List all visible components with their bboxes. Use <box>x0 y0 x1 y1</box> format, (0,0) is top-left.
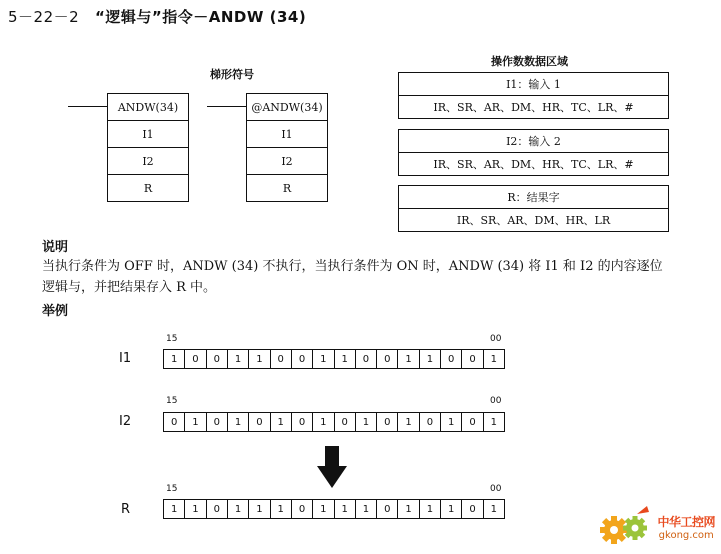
msb-label: 15 <box>166 334 178 344</box>
bit-cell: 1 <box>271 413 292 431</box>
bit-cell: 1 <box>249 350 270 368</box>
bit-cell: 0 <box>462 413 483 431</box>
bit-cell: 1 <box>313 413 334 431</box>
bit-cell: 1 <box>356 413 377 431</box>
bit-cell: 0 <box>271 350 292 368</box>
watermark-logo <box>597 506 715 548</box>
bit-cell: 1 <box>398 350 419 368</box>
bit-cell: 0 <box>377 413 398 431</box>
bit-row-r <box>163 499 505 519</box>
bit-cell: 0 <box>335 413 356 431</box>
watermark-text <box>657 513 715 541</box>
operand-name: I2：输入 2 <box>399 130 668 153</box>
bit-cell: 0 <box>377 350 398 368</box>
bit-cell: 1 <box>398 500 419 518</box>
ladder-row: R <box>282 181 292 195</box>
example-title: 举例 <box>42 304 69 319</box>
operand-caption: 操作数数据区域 <box>491 55 568 68</box>
bit-cell: 1 <box>441 500 462 518</box>
bit-cell: 0 <box>292 350 313 368</box>
watermark-title: 中华工控网 <box>657 515 715 529</box>
section-title: “逻辑与”指令－ANDW (34) <box>95 8 307 26</box>
msb-label: 15 <box>166 484 178 494</box>
bit-cell: 0 <box>462 500 483 518</box>
lsb-label: 00 <box>490 484 502 494</box>
down-arrow-icon <box>317 446 347 488</box>
bit-cell: 0 <box>249 413 270 431</box>
operand-box-i1 <box>398 72 669 119</box>
ladder-caption: 梯形符号 <box>210 68 254 81</box>
bit-cell: 1 <box>490 416 498 428</box>
ladder-symbol-at-andw <box>246 93 328 202</box>
register-name-i1: I1 <box>119 351 132 366</box>
operand-areas: IR、SR、AR、DM、HR、LR <box>456 214 611 227</box>
bit-cell: 1 <box>228 500 249 518</box>
bit-cell: 1 <box>490 503 498 515</box>
operand-name: R：结果字 <box>399 186 668 209</box>
bit-cell: 1 <box>441 413 462 431</box>
bit-cell: 0 <box>185 350 206 368</box>
bit-row-i2 <box>163 412 505 432</box>
operand-box-i2 <box>398 129 669 176</box>
page-heading <box>8 6 306 27</box>
bit-cell: 1 <box>420 500 441 518</box>
bit-cell: 0 <box>164 413 185 431</box>
operand-areas: IR、SR、AR、DM、HR、TC、LR、# <box>433 101 634 114</box>
bit-cell: 0 <box>207 350 228 368</box>
operand-areas: IR、SR、AR、DM、HR、TC、LR、# <box>433 158 634 171</box>
ladder-row: R <box>143 181 153 195</box>
bit-cell: 1 <box>228 350 249 368</box>
ladder-input-line-1 <box>68 106 108 107</box>
bit-cell: 1 <box>490 353 498 365</box>
ladder-row: I2 <box>108 148 188 175</box>
bit-row-i1 <box>163 349 505 369</box>
msb-label: 15 <box>166 396 178 406</box>
bit-cell: 1 <box>228 413 249 431</box>
bit-cell: 1 <box>335 500 356 518</box>
bit-cell: 1 <box>164 350 185 368</box>
operand-name: I1：输入 1 <box>399 73 668 96</box>
bit-cell: 0 <box>377 500 398 518</box>
bit-cell: 1 <box>335 350 356 368</box>
ladder-row: @ANDW(34) <box>247 94 327 121</box>
ladder-symbol-andw <box>107 93 189 202</box>
register-name-i2: I2 <box>119 414 132 429</box>
description-line-1: 当执行条件为 OFF 时，ANDW (34) 不执行，当执行条件为 ON 时，ANDW (34) 将 I1 和 I2 的内容逐位 <box>42 259 663 274</box>
bit-cell: 1 <box>420 350 441 368</box>
ladder-row: I2 <box>247 148 327 175</box>
bit-cell: 0 <box>441 350 462 368</box>
bit-cell: 1 <box>271 500 292 518</box>
bit-cell: 1 <box>313 350 334 368</box>
register-name-r: R <box>121 502 131 517</box>
bit-cell: 1 <box>313 500 334 518</box>
lsb-label: 00 <box>490 396 502 406</box>
bit-cell: 0 <box>292 500 313 518</box>
bit-cell: 1 <box>164 500 185 518</box>
ladder-row: I1 <box>108 121 188 148</box>
ladder-row: I1 <box>247 121 327 148</box>
bit-cell: 1 <box>356 500 377 518</box>
bit-cell: 0 <box>420 413 441 431</box>
bit-cell: 1 <box>185 500 206 518</box>
section-number: 5－22－2 <box>8 8 80 26</box>
bit-cell: 1 <box>249 500 270 518</box>
gear-logo-icon <box>597 506 655 548</box>
bit-cell: 0 <box>207 500 228 518</box>
watermark-url: gkong.com <box>658 530 714 541</box>
bit-cell: 0 <box>292 413 313 431</box>
bit-cell: 1 <box>185 413 206 431</box>
ladder-row: ANDW(34) <box>108 94 188 121</box>
description-line-2: 逻辑与，并把结果存入 R 中。 <box>42 280 217 295</box>
operand-box-r <box>398 185 669 232</box>
bit-cell: 0 <box>356 350 377 368</box>
bit-cell: 0 <box>462 350 483 368</box>
description-title: 说明 <box>42 240 69 255</box>
bit-cell: 1 <box>398 413 419 431</box>
ladder-input-line-2 <box>207 106 247 107</box>
bit-cell: 0 <box>207 413 228 431</box>
lsb-label: 00 <box>490 334 502 344</box>
